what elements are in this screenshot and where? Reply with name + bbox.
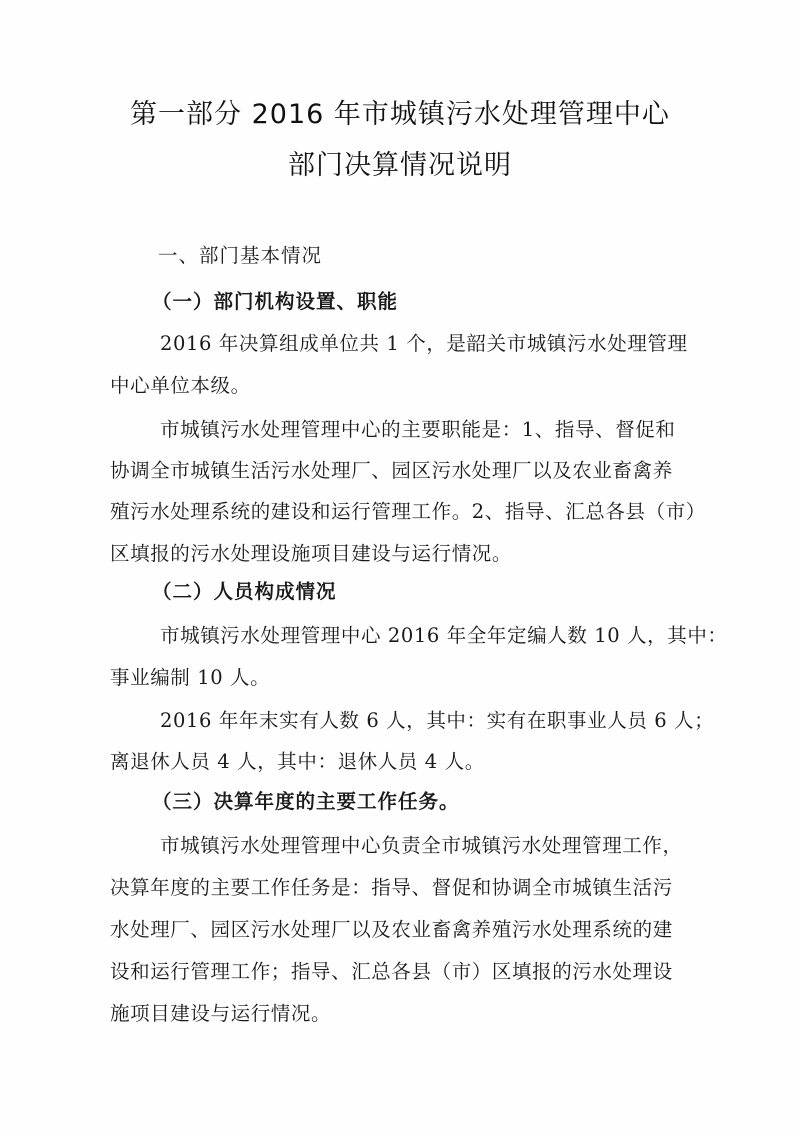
p5-line3: 水处理厂、园区污水处理厂以及农业畜禽养殖污水处理系统的建: [110, 918, 673, 941]
p5-line5: 施项目建设与运行情况。: [110, 1002, 332, 1025]
p1-line2: 中心单位本级。: [110, 374, 251, 397]
sub3-heading: （三）决算年度的主要工作任务。: [152, 790, 460, 813]
p4-line2: 离退休人员 4 人，其中：退休人员 4 人。: [110, 750, 485, 773]
p5-line2: 决算年度的主要工作任务是：指导、督促和协调全市城镇生活污: [110, 876, 673, 899]
p5-line4: 设和运行管理工作；指导、汇总各县（市）区填报的污水处理设: [110, 960, 673, 983]
p2-line3: 殖污水处理系统的建设和运行管理工作。2、指导、汇总各县（市）: [110, 500, 706, 523]
p2-line2: 协调全市城镇生活污水处理厂、园区污水处理厂以及农业畜禽养: [110, 459, 673, 482]
document-title-line2: 部门决算情况说明: [288, 150, 512, 181]
document-title-line1: 第一部分 2016 年市城镇污水处理管理中心: [130, 99, 670, 130]
p2-line1: 市城镇污水处理管理中心的主要职能是：1、指导、督促和: [160, 418, 676, 441]
p2-line4: 区填报的污水处理设施项目建设与运行情况。: [110, 542, 513, 565]
p5-line1: 市城镇污水处理管理中心负责全市城镇污水处理管理工作，: [160, 834, 683, 857]
p4-line1: 2016 年年末实有人数 6 人，其中：实有在职事业人员 6 人；: [160, 709, 715, 732]
p1-line1: 2016 年决算组成单位共 1 个，是韶关市城镇污水处理管理: [160, 332, 688, 355]
p3-line1: 市城镇污水处理管理中心 2016 年全年定编人数 10 人，其中：: [160, 624, 728, 647]
section1-heading: 一、部门基本情况: [158, 244, 323, 267]
p3-line2: 事业编制 10 人。: [110, 666, 271, 689]
sub1-heading: （一）部门机构设置、职能: [152, 290, 399, 313]
sub2-heading: （二）人员构成情况: [152, 580, 337, 603]
